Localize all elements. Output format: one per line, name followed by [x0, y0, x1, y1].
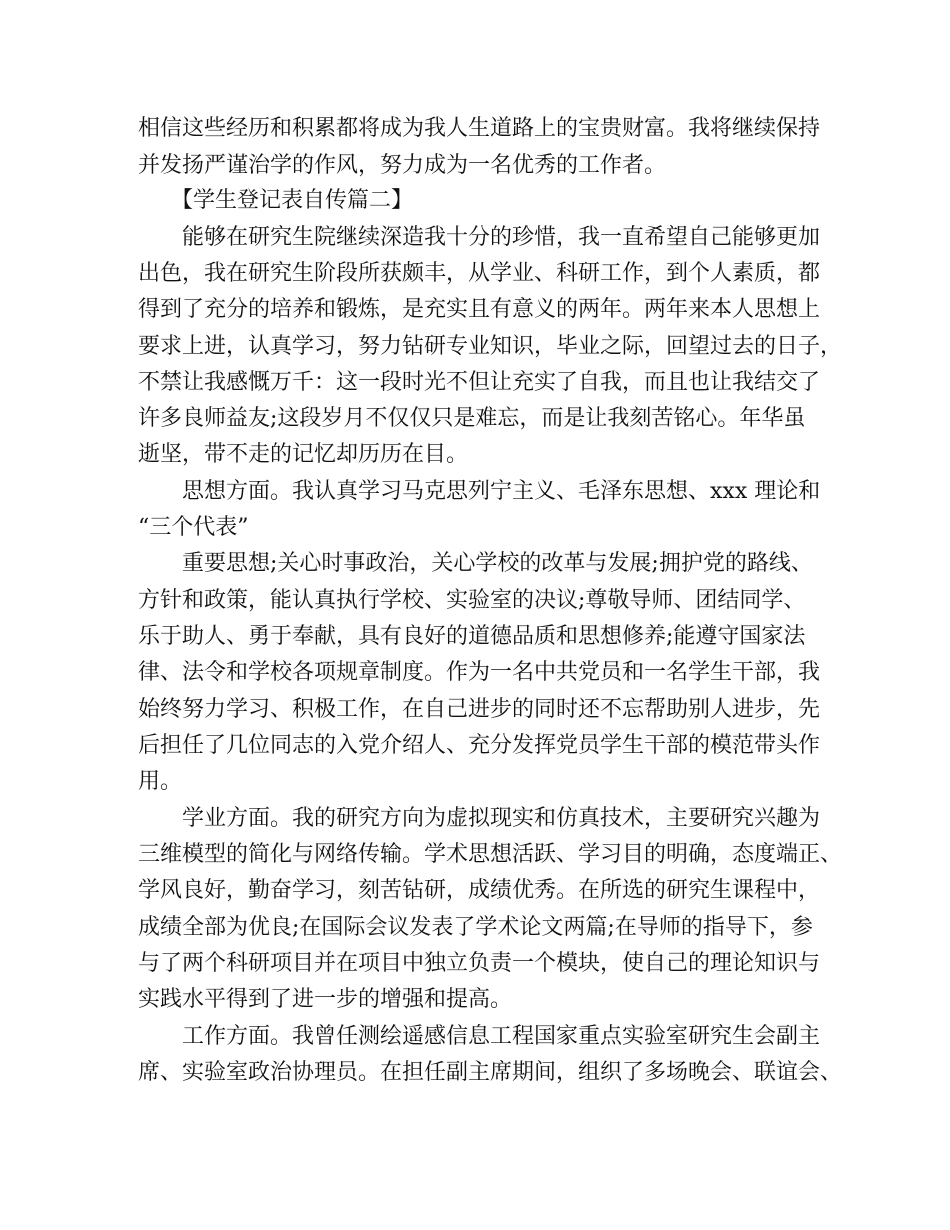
- section-heading: 【学生登记表自传篇二】: [138, 188, 414, 213]
- text-line: 能够在研究生院继续深造我十分的珍惜，我一直希望自己能够更加: [138, 225, 821, 250]
- text-line: 与了两个科研项目并在项目中独立负责一个模块，使自己的理论知识与: [138, 951, 821, 976]
- text-line: 许多良师益友;这段岁月不仅仅只是难忘，而是让我刻苦铭心。年华虽: [138, 406, 806, 431]
- text-line: 要求上进，认真学习，努力钻研专业知识，毕业之际，回望过去的日子，: [138, 334, 843, 359]
- text-line: 实践水平得到了进一步的增强和提高。: [138, 987, 513, 1012]
- text-line: 思想方面。我认真学习马克思列宁主义、毛泽东思想、xxx 理论和: [138, 479, 821, 504]
- text-line: “三个代表”: [138, 515, 249, 540]
- text-line: 律、法令和学校各项规章制度。作为一名中共党员和一名学生干部，我: [138, 660, 821, 685]
- text-line: 成绩全部为优良;在国际会议发表了学术论文两篇;在导师的指导下，参: [138, 915, 813, 940]
- text-line: 用。: [138, 769, 183, 794]
- text-line: 相信这些经历和积累都将成为我人生道路上的宝贵财富。我将继续保持: [138, 116, 821, 141]
- text-line: 三维模型的简化与网络传输。学术思想活跃、学习目的明确，态度端正、: [138, 842, 843, 867]
- text-line: 逝坚，带不走的记忆却历历在目。: [138, 442, 469, 467]
- text-line: 后担任了几位同志的入党介绍人、充分发挥党员学生干部的模范带头作: [138, 733, 821, 758]
- text-line: 不禁让我感慨万千：这一段时光不但让充实了自我，而且也让我结交了: [138, 370, 821, 395]
- text-line: 学风良好，勤奋学习，刻苦钻研，成绩优秀。在所选的研究生课程中，: [138, 878, 821, 903]
- text-line: 工作方面。我曾任测绘遥感信息工程国家重点实验室研究生会副主: [138, 1024, 821, 1049]
- text-line: 得到了充分的培养和锻炼，是充实且有意义的两年。两年来本人思想上: [138, 297, 821, 322]
- text-line: 方针和政策，能认真执行学校、实验室的决议;尊敬导师、团结同学、: [138, 588, 806, 613]
- text-line: 重要思想;关心时事政治，关心学校的改革与发展;拥护党的路线、: [138, 551, 813, 576]
- text-line: 乐于助人、勇于奉献，具有良好的道德品质和思想修养;能遵守国家法: [138, 624, 806, 649]
- text-line: 学业方面。我的研究方向为虚拟现实和仿真技术，主要研究兴趣为: [138, 806, 821, 831]
- text-line: 并发扬严谨治学的作风，努力成为一名优秀的工作者。: [138, 153, 667, 178]
- text-line: 席、实验室政治协理员。在担任副主席期间，组织了多场晚会、联谊会、: [138, 1060, 843, 1085]
- text-line: 出色，我在研究生阶段所获颇丰，从学业、科研工作，到个人素质，都: [138, 261, 821, 286]
- text-line: 始终努力学习、积极工作，在自己进步的同时还不忘帮助别人进步，先: [138, 697, 821, 722]
